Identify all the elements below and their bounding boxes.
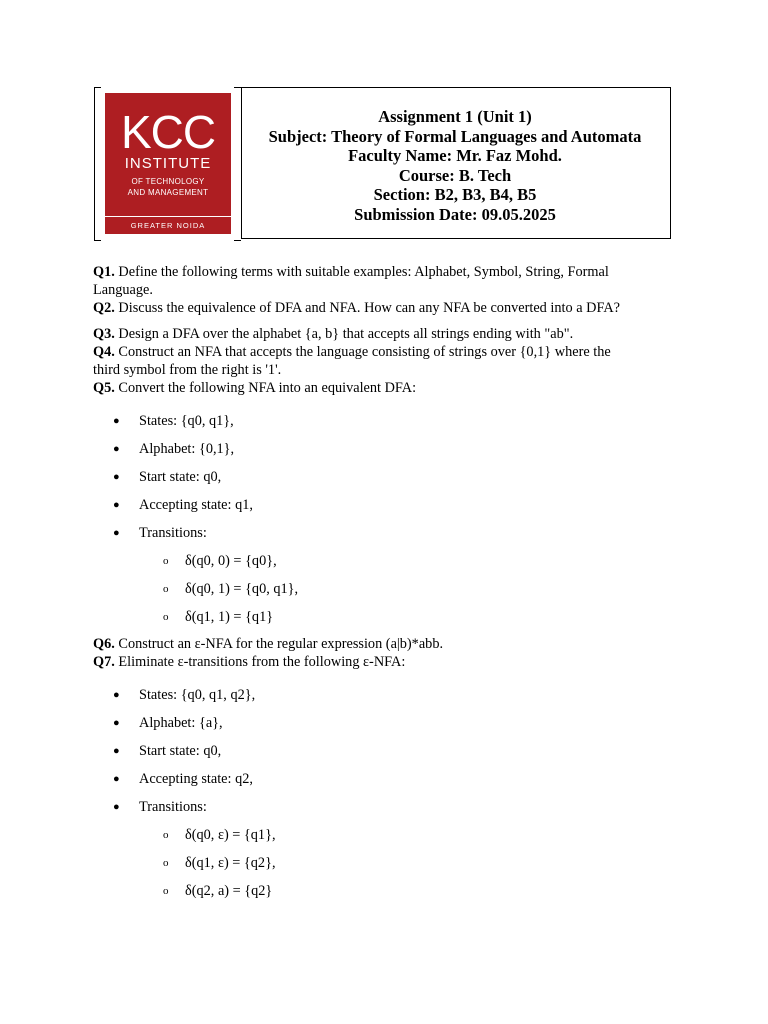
bullet-icon: ●: [113, 499, 120, 511]
header-border-left: [94, 87, 101, 241]
faculty-line: Faculty Name: Mr. Faz Mohd.: [348, 146, 562, 166]
sub-list-item: [93, 603, 683, 631]
list-item: [93, 765, 683, 793]
sub-list-item: [93, 877, 683, 905]
list-item-text: States: {q0, q1, q2},: [139, 687, 256, 703]
question-text: Construct an ε-NFA for the regular expression (a|b)*abb.: [114, 636, 444, 652]
questions-body: [93, 263, 683, 909]
list-item: [93, 737, 683, 765]
list-item: [93, 709, 683, 737]
question-number: Q6.: [93, 636, 115, 652]
question-text: Eliminate ε-transitions from the following ε-NFA:: [114, 654, 406, 670]
transition-text: δ(q0, ε) = {q1},: [185, 827, 276, 843]
logo-subtitle-line2: AND MANAGEMENT: [127, 188, 209, 197]
question-text: Construct an NFA that accepts the language consisting of strings over {0,1} where the: [114, 344, 611, 360]
transition-text: δ(q0, 1) = {q0, q1},: [185, 581, 299, 597]
bullet-icon: ●: [113, 773, 120, 785]
circle-bullet-icon: o: [163, 857, 169, 869]
kcc-logo: [105, 93, 231, 234]
section-line: Section: B2, B3, B4, B5: [373, 185, 537, 205]
bullet-icon: ●: [113, 415, 120, 427]
transition-text: δ(q1, ε) = {q2},: [185, 855, 276, 871]
question-number: Q1.: [93, 264, 115, 280]
circle-bullet-icon: o: [163, 885, 169, 897]
logo-subtitle-line1: OF TECHNOLOGY: [131, 177, 205, 186]
question-number: Q3.: [93, 326, 115, 342]
list-item: [93, 793, 683, 821]
assignment-header: [94, 87, 670, 239]
circle-bullet-icon: o: [163, 583, 169, 595]
course-line: Course: B. Tech: [398, 165, 512, 185]
list-item: [93, 407, 683, 435]
question-number: Q4.: [93, 344, 115, 360]
list-item-text: States: {q0, q1},: [139, 413, 234, 429]
transition-text: δ(q0, 0) = {q0},: [185, 553, 277, 569]
logo-main-text: KCC: [120, 106, 216, 158]
list-item-text: Start state: q0,: [139, 469, 222, 485]
question-number: Q2.: [93, 300, 115, 316]
list-item-text: Alphabet: {a},: [139, 715, 223, 731]
question-text-continued: third symbol from the right is '1'.: [93, 362, 282, 378]
question-1: [93, 263, 683, 299]
question-text: Define the following terms with suitable examples: Alphabet, Symbol, String, Formal: [114, 264, 609, 280]
list-item: [93, 491, 683, 519]
transition-text: δ(q1, 1) = {q1}: [185, 609, 274, 625]
list-item-text: Accepting state: q2,: [139, 771, 253, 787]
circle-bullet-icon: o: [163, 829, 169, 841]
sub-list-item: [93, 547, 683, 575]
question-5: [93, 379, 683, 397]
bullet-icon: ●: [113, 717, 120, 729]
logo-institute-text: INSTITUTE: [124, 155, 212, 172]
q7-enfa-spec: [93, 681, 683, 905]
q5-nfa-spec: [93, 407, 683, 631]
question-3: [93, 325, 683, 343]
list-item-text: Transitions:: [139, 525, 207, 541]
question-number: Q5.: [93, 380, 115, 396]
bullet-icon: ●: [113, 471, 120, 483]
bullet-icon: ●: [113, 745, 120, 757]
bullet-icon: ●: [113, 527, 120, 539]
question-7: [93, 653, 683, 671]
list-item-text: Accepting state: q1,: [139, 497, 253, 513]
bullet-icon: ●: [113, 801, 120, 813]
question-text: Discuss the equivalence of DFA and NFA. How can any NFA be converted into a DFA?: [114, 300, 621, 316]
sub-list-item: [93, 821, 683, 849]
submission-date-line: Submission Date: 09.05.2025: [354, 204, 556, 224]
header-text-block: [242, 107, 668, 225]
transition-text: δ(q2, a) = {q2}: [185, 883, 273, 899]
question-text-continued: Language.: [93, 282, 153, 298]
list-item: [93, 519, 683, 547]
question-4: [93, 343, 683, 379]
subject-line: Subject: Theory of Formal Languages and Automata: [268, 126, 642, 146]
list-item: [93, 681, 683, 709]
list-item: [93, 463, 683, 491]
bullet-icon: ●: [113, 689, 120, 701]
list-item-text: Transitions:: [139, 799, 207, 815]
question-text: Convert the following NFA into an equivalent DFA:: [114, 380, 417, 396]
circle-bullet-icon: o: [163, 555, 169, 567]
assignment-title: Assignment 1 (Unit 1): [378, 107, 532, 126]
sub-list-item: [93, 575, 683, 603]
list-item-text: Alphabet: {0,1},: [139, 441, 235, 457]
bullet-icon: ●: [113, 443, 120, 455]
logo-divider: [105, 216, 231, 217]
question-number: Q7.: [93, 654, 115, 670]
question-6: [93, 635, 683, 653]
header-border-middle: [234, 87, 241, 241]
list-item: [93, 435, 683, 463]
sub-list-item: [93, 849, 683, 877]
list-item-text: Start state: q0,: [139, 743, 222, 759]
circle-bullet-icon: o: [163, 611, 169, 623]
logo-city-text: GREATER NOIDA: [130, 221, 206, 230]
question-text: Design a DFA over the alphabet {a, b} that accepts all strings ending with "ab".: [114, 326, 574, 342]
question-2: [93, 299, 683, 317]
